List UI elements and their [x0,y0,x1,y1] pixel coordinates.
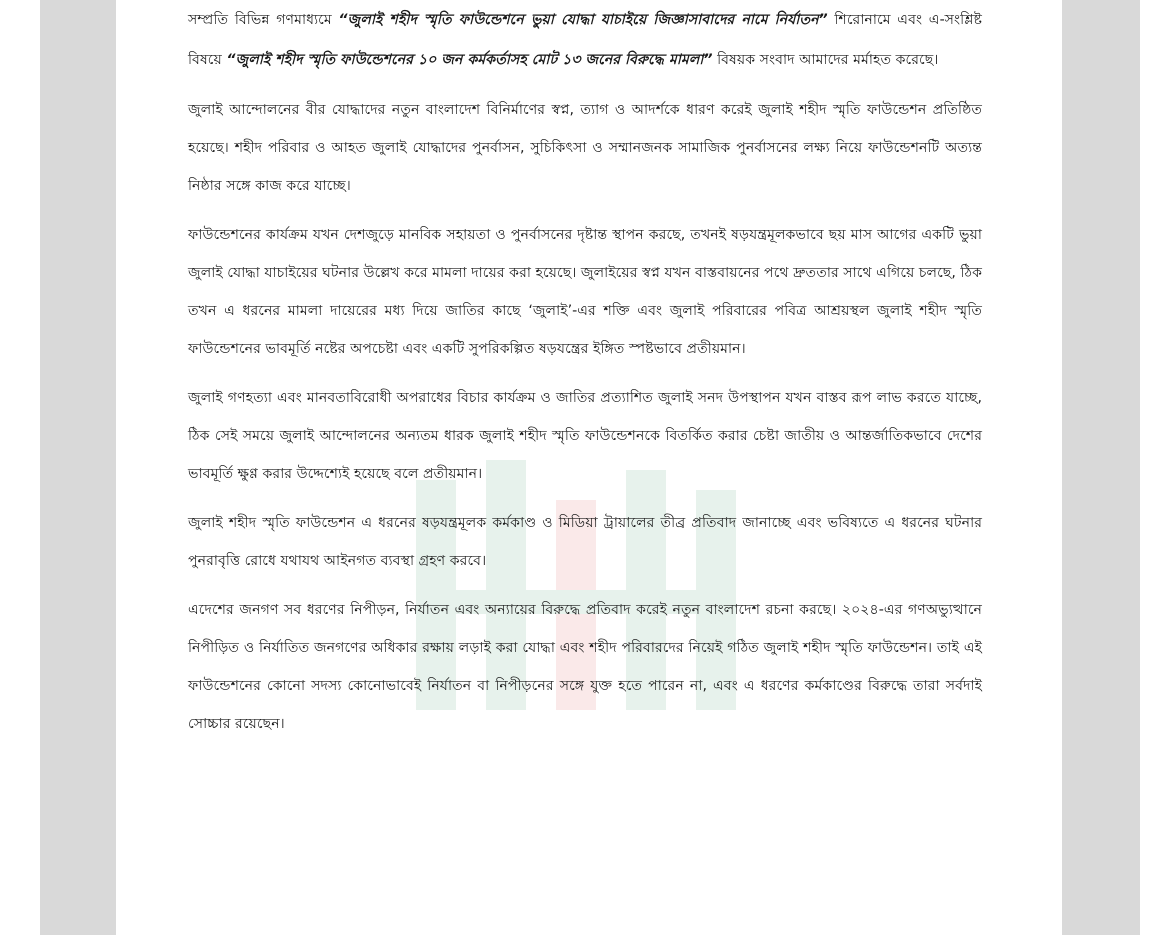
document-body [188,0,982,754]
intro-text-3: বিষয়ক সংবাদ আমাদের মর্মাহত করেছে। [712,52,939,68]
paragraph-foundation: জুলাই আন্দোলনের বীর যোদ্ধাদের নতুন বাংলাদেশ বিনির্মাণের স্বপ্ন, ত্যাগ ও আদর্শকে ধারণ করেই জুলাই শহীদ স্মৃতি ফাউন্ডেশন প্রতিষ্ঠিত হয়েছে। শহীদ পরিবার ও আহত জুলাই যোদ্ধাদের পুনর্বাসন, সুচিকিৎসা ও সম্মানজনক সামাজিক পুনর্বাসনের লক্ষ্য নিয়ে ফাউন্ডেশনটি অত্যন্ত নিষ্ঠার সঙ্গে কাজ করে যাচ্ছে। [188,102,982,194]
paragraph-people: এদেশের জনগণ সব ধরণের নিপীড়ন, নির্যাতন এবং অন্যায়ের বিরুদ্ধে প্রতিবাদ করেই নতুন বাংলাদেশ রচনা করছে। ২০২৪-এর গণঅভ্যুত্থানে নিপীড়িত ও নির্যাতিত জনগণের অধিকার রক্ষায় লড়াই করা যোদ্ধা এবং শহীদ পরিবারদের নিয়েই গঠিত জুলাই শহীদ স্মৃতি ফাউন্ডেশন। তাই এই ফাউন্ডেশনের কোনো সদস্য কোনোভাবেই নির্যাতন বা নিপীড়নের সঙ্গে যুক্ত হতে পারেন না, এবং এ ধরণের কর্মকাণ্ডের বিরুদ্ধে তারা সর্বদাই সোচ্চার রয়েছেন। [188,602,982,732]
intro-paragraph [188,0,982,80]
left-margin [40,0,116,935]
intro-text-1: সম্প্রতি বিভিন্ন গণমাধ্যমে [188,12,339,28]
headline-quote-2: “জুলাই শহীদ স্মৃতি ফাউন্ডেশনের ১০ জন কর্মকর্তাসহ মোট ১৩ জনের বিরুদ্ধে মামলা” [226,52,713,68]
paragraph-protest: জুলাই শহীদ স্মৃতি ফাউন্ডেশন এ ধরনের ষড়যন্ত্রমূলক কর্মকাণ্ড ও মিডিয়া ট্রায়ালের তীব্র প্রতিবাদ জানাচ্ছে এবং ভবিষ্যতে এ ধরনের ঘটনার পুনরাবৃত্তি রোধে যথাযথ আইনগত ব্যবস্থা গ্রহণ করবে। [188,515,982,569]
document-page [116,0,1062,935]
paragraph-conspiracy: ফাউন্ডেশনের কার্যক্রম যখন দেশজুড়ে মানবিক সহায়তা ও পুনর্বাসনের দৃষ্টান্ত স্থাপন করছে, তখনই ষড়যন্ত্রমূলকভাবে ছয় মাস আগের একটি ভুয়া জুলাই যোদ্ধা যাচাইয়ের ঘটনার উল্লেখ করে মামলা দায়ের করা হয়েছে। জুলাইয়ের স্বপ্ন যখন বাস্তবায়নের পথে দ্রুততার সাথে এগিয়ে চলছে, ঠিক তখন এ ধরনের মামলা দায়েরের মধ্য দিয়ে জাতির কাছে ‘জুলাই’-এর শক্তি এবং জুলাই পরিবারের পবিত্র আশ্রয়স্থল জুলাই শহীদ স্মৃতি ফাউন্ডেশনের ভাবমূর্তি নষ্টের অপচেষ্টা এবং একটি সুপরিকল্পিত ষড়যন্ত্রের ইঙ্গিত স্পষ্টভাবে প্রতীয়মান। [188,227,982,357]
headline-quote-1: “জুলাই শহীদ স্মৃতি ফাউন্ডেশনে ভুয়া যোদ্ধা যাচাইয়ে জিজ্ঞাসাবাদের নামে নির্যাতন” [338,12,828,28]
paragraph-trial: জুলাই গণহত্যা এবং মানবতাবিরোধী অপরাধের বিচার কার্যক্রম ও জাতির প্রত্যাশিত জুলাই সনদ উপস্থাপন যখন বাস্তব রূপ লাভ করতে যাচ্ছে, ঠিক সেই সময়ে জুলাই আন্দোলনের অন্যতম ধারক জুলাই শহীদ স্মৃতি ফাউন্ডেশনকে বিতর্কিত করার চেষ্টা জাতীয় ও আন্তর্জাতিকভাবে দেশের ভাবমূর্তি ক্ষুণ্ণ করার উদ্দেশ্যেই হয়েছে বলে প্রতীয়মান। [188,390,982,482]
right-margin [1062,0,1140,935]
intro-text-2: শিরোনামে এবং এ-সংশ্লিষ্ট বিষয়ে [188,12,982,68]
